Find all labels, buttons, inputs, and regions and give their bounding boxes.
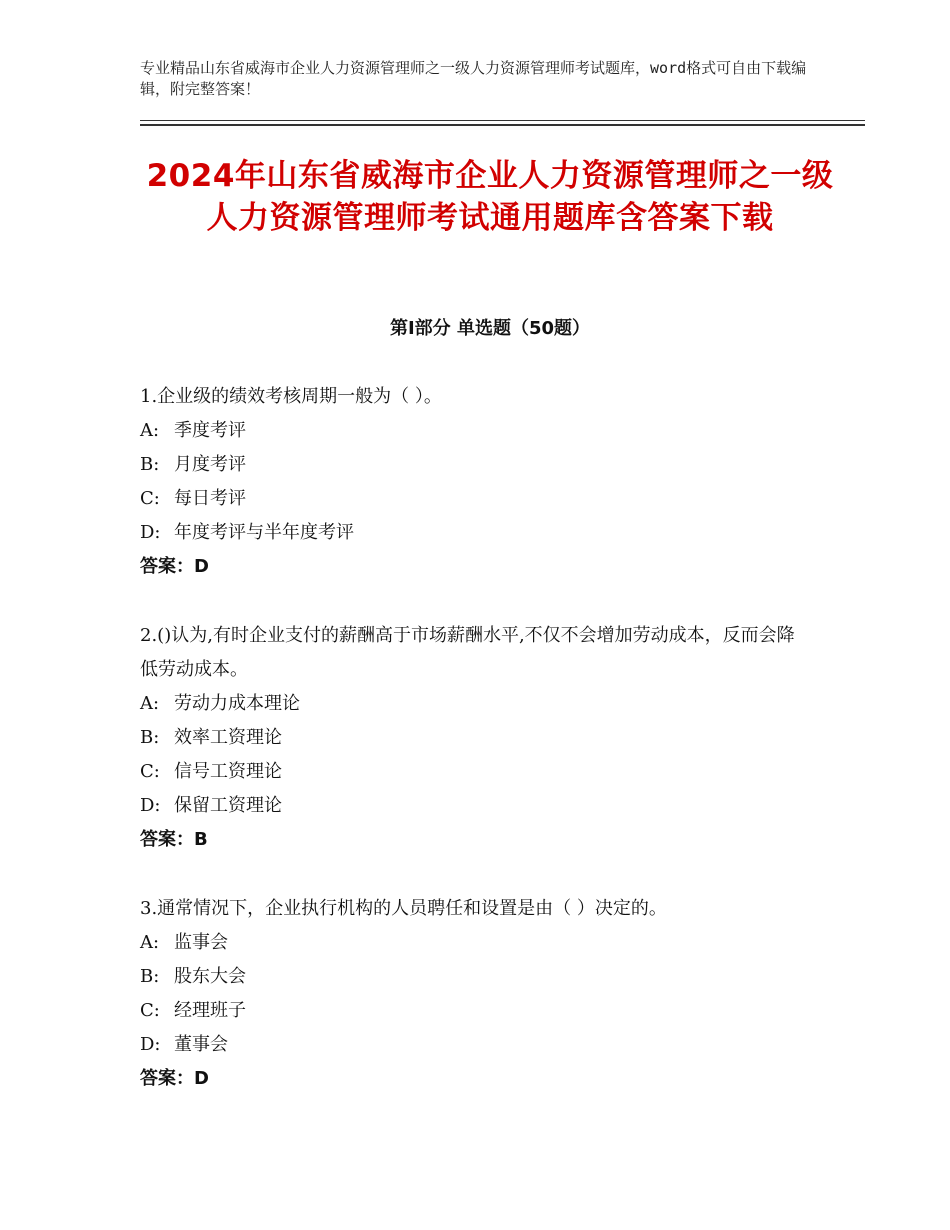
option-text: 信号工资理论 (174, 761, 282, 782)
option-c (140, 994, 840, 1028)
option-text: 月度考评 (174, 454, 246, 475)
option-text: 每日考评 (174, 488, 246, 509)
document-title: 2024年山东省威海市企业人力资源管理师之一级人力资源管理师考试通用题库含答案下载 (146, 158, 834, 236)
header-note: 专业精品山东省威海市企业人力资源管理师之一级人力资源管理师考试题库，word格式可自由下载编辑，附完整答案！ (140, 59, 807, 98)
option-text: 经理班子 (174, 1000, 246, 1021)
option-text: 股东大会 (174, 966, 246, 987)
question-1 (140, 380, 840, 584)
answer-label: 答案：D (140, 556, 209, 577)
option-letter: D: (140, 522, 161, 543)
answer-label: 答案：D (140, 1068, 209, 1089)
option-text: 董事会 (174, 1034, 228, 1055)
header-divider (140, 120, 865, 121)
option-letter: A: (140, 420, 160, 441)
header-divider-thick (140, 124, 865, 126)
option-c (140, 755, 840, 789)
option-letter: C: (140, 488, 160, 509)
option-d (140, 789, 840, 823)
option-d (140, 516, 840, 550)
option-b (140, 721, 840, 755)
option-text: 监事会 (174, 932, 228, 953)
question-stem: 1.企业级的绩效考核周期一般为（ ）。 (140, 386, 442, 407)
option-text: 季度考评 (174, 420, 246, 441)
option-text: 效率工资理论 (174, 727, 282, 748)
option-d (140, 1028, 840, 1062)
section-heading: 第Ⅰ部分 单选题（50题） (389, 318, 590, 339)
option-letter: D: (140, 1034, 161, 1055)
question-stem: 2.()认为,有时企业支付的薪酬高于市场薪酬水平,不仅不会增加劳动成本，反而会降低劳动成本。 (140, 625, 795, 680)
option-a (140, 926, 840, 960)
option-text: 保留工资理论 (174, 795, 282, 816)
question-2 (140, 619, 840, 857)
option-letter: B: (140, 727, 160, 748)
option-a (140, 414, 840, 448)
option-b (140, 960, 840, 994)
option-text: 劳动力成本理论 (174, 693, 300, 714)
option-c (140, 482, 840, 516)
option-b (140, 448, 840, 482)
option-letter: C: (140, 761, 160, 782)
option-text: 年度考评与半年度考评 (174, 522, 354, 543)
option-letter: A: (140, 932, 160, 953)
option-letter: B: (140, 966, 160, 987)
option-a (140, 687, 840, 721)
question-3 (140, 892, 840, 1096)
option-letter: A: (140, 693, 160, 714)
option-letter: B: (140, 454, 160, 475)
option-letter: D: (140, 795, 161, 816)
question-stem: 3.通常情况下，企业执行机构的人员聘任和设置是由（ ）决定的。 (140, 898, 667, 919)
answer-label: 答案：B (140, 829, 208, 850)
option-letter: C: (140, 1000, 160, 1021)
